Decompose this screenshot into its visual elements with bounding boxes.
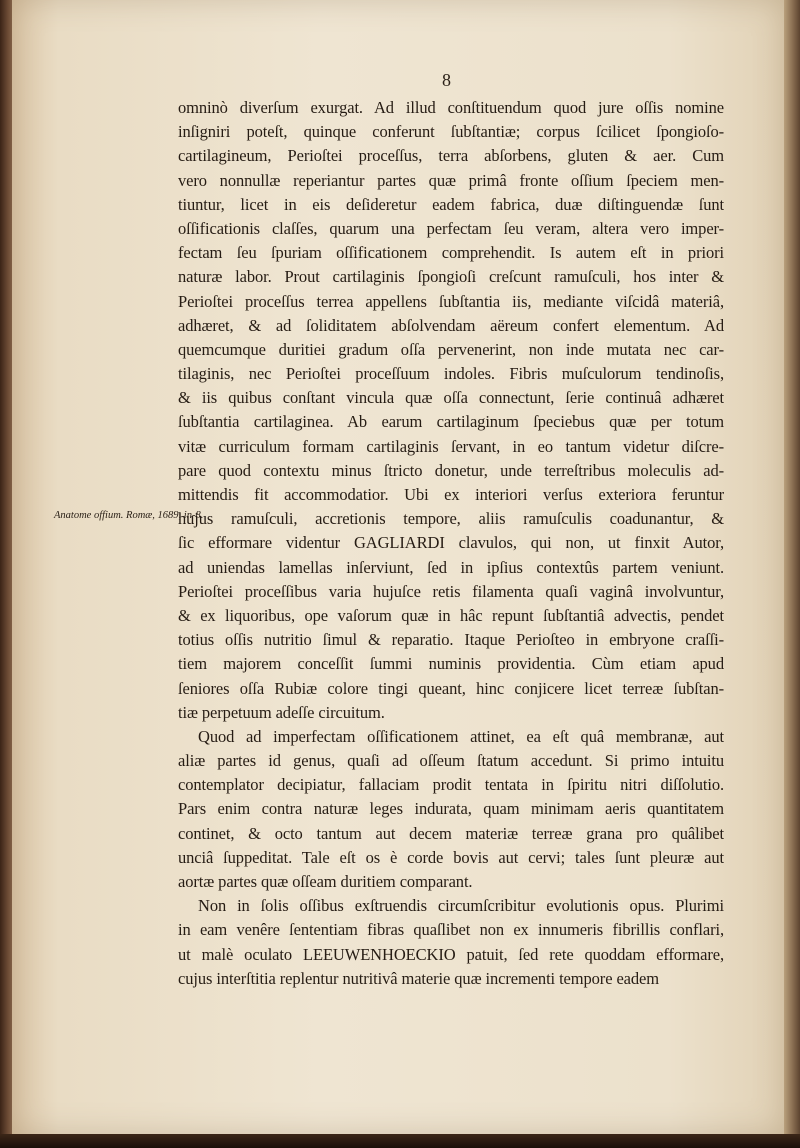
text-line: oſſificationis claſſes, quarum una perfectam ſeu veram, altera vero imper- [178,218,724,238]
text-line: hujus ramuſculi, accretionis tempore, aliis ramuſculis coadunantur, & [178,509,724,529]
text-line: & iis quibus conſtant vincula quæ oſſa connectunt, ſerie continuâ adhæret [178,388,724,408]
text-line: contemplator decipiatur, fallaciam prodit tentata in ſpiritu nitri diſſolutio. [178,775,724,795]
marginal-note [54,508,204,524]
text-line: Quod ad imperfectam oſſificationem attinet, ea eſt quâ membranæ, aut [198,726,724,746]
text-line: tiem majorem conceſſit ſummi numinis providentia. Cùm etiam apud [178,654,724,674]
text-line: in eam venêre ſententiam fibras quaſlibet non ex innumeris fibrillis conflari, [178,920,724,940]
text-line: cujus interſtitia replentur nutritivâ materie quæ incrementi tempore eadem [178,968,660,988]
text-line: pare quod contextu minus ſtricto donetur, unde terreſtribus moleculis ad- [178,460,724,480]
text-line: ſubſtantia cartilaginea. Ab earum cartilaginum ſpeciebus quæ per totum [178,412,724,432]
text-line: naturæ labor. Prout cartilaginis ſpongioſi creſcunt ramuſculi, hos inter & [178,267,724,287]
text-line: continet, & octo tantum aut decem materiæ terreæ grana pro quâlibet [178,823,724,843]
text-line: fectam ſeu ſpuriam oſſificationem comprehendit. Is autem eſt in priori [178,243,724,263]
text-line: tiuntur, licet in eis deſideretur eadem fabrica, duæ diſtinguendæ ſunt [178,194,724,214]
text-line: tiæ perpetuum adeſſe circuitum. [178,702,385,722]
page-fore-edge [784,0,800,1134]
text-line: aortæ partes quæ oſſeam duritiem comparant. [178,872,473,891]
text-line: Perioſtei proceſſibus varia hujuſce retis filamenta quaſi vaginâ involvuntur, [178,581,724,601]
text-line: mittendis fit accommodatior. Ubi ex interiori verſus exteriora feruntur [178,485,724,504]
text-line: unciâ ſuppeditat. Tale eſt os è corde bovis aut cervi; tales ſunt pleuræ aut [178,847,724,867]
text-line: aliæ partes id genus, quaſi ad oſſeum ſtatum accedunt. Si primo intuitu [178,751,724,771]
text-line: ut malè oculato LEEUWENHOECKIO patuit, ſed rete quoddam efformare, [178,944,724,964]
text-line: ad uniendas lamellas inſerviunt, ſed in ipſius contextûs partem veniunt. [178,557,724,577]
text-line: omninò diverſum exurgat. Ad illud conſtituendum quod jure oſſis nomine [178,98,724,117]
text-line: Perioſtei proceſſus terrea appellens ſubſtantia iis, mediante viſcidâ materiâ, [178,291,724,311]
text-line: ſic efformare videntur GAGLIARDI clavulos, qui non, ut finxit Autor, [178,533,724,553]
text-line: vero nonnullæ reperiantur partes quæ primâ fronte oſſium ſpeciem men- [178,170,724,190]
text-line: Pars enim contra naturæ leges indurata, quam minimam aeris quantitatem [178,799,724,819]
text-line: Non in ſolis oſſibus exſtruendis circumſcribitur evolutionis opus. Plurimi [198,896,724,916]
text-line: tilaginis, nec Perioſtei proceſſuum indoles. Fibris muſculorum tendinoſis, [178,364,724,384]
text-line: cartilagineum, Perioſtei proceſſus, terra abſorbens, gluten & aer. Cum [178,146,724,166]
text-line: inſigniri poteſt, quinque conferunt ſubſtantiæ; corpus ſcilicet ſpongioſo- [178,122,724,142]
text-line: ſeniores oſſa Rubiæ colore tingi queant, hinc conjicere licet terreæ ſubſtan- [178,678,724,698]
text-line: totius oſſis nutritio ſimul & reparatio. Itaque Perioſteo in embryone craſſi- [178,630,724,650]
text-line: & ex liquoribus, ope vaſorum quæ in hâc repunt ſubſtantiâ advectis, pendet [178,605,724,625]
page-bottom-edge [0,1134,800,1148]
marginal-note-line: Anatome offium. Romæ, 1689, in-8. [54,510,204,521]
text-line: vitæ curriculum formam cartilaginis ſervant, in eo tantum videtur diſcre- [178,436,724,456]
page-number: 8 [442,70,451,90]
text-line: adhæret, & ad ſoliditatem abſolvendam aëreum confert elementum. Ad [178,315,724,335]
text-line: quemcumque duritiei gradum oſſa pervenerint, non inde mutata nec car- [178,339,724,359]
body-text [178,96,724,991]
